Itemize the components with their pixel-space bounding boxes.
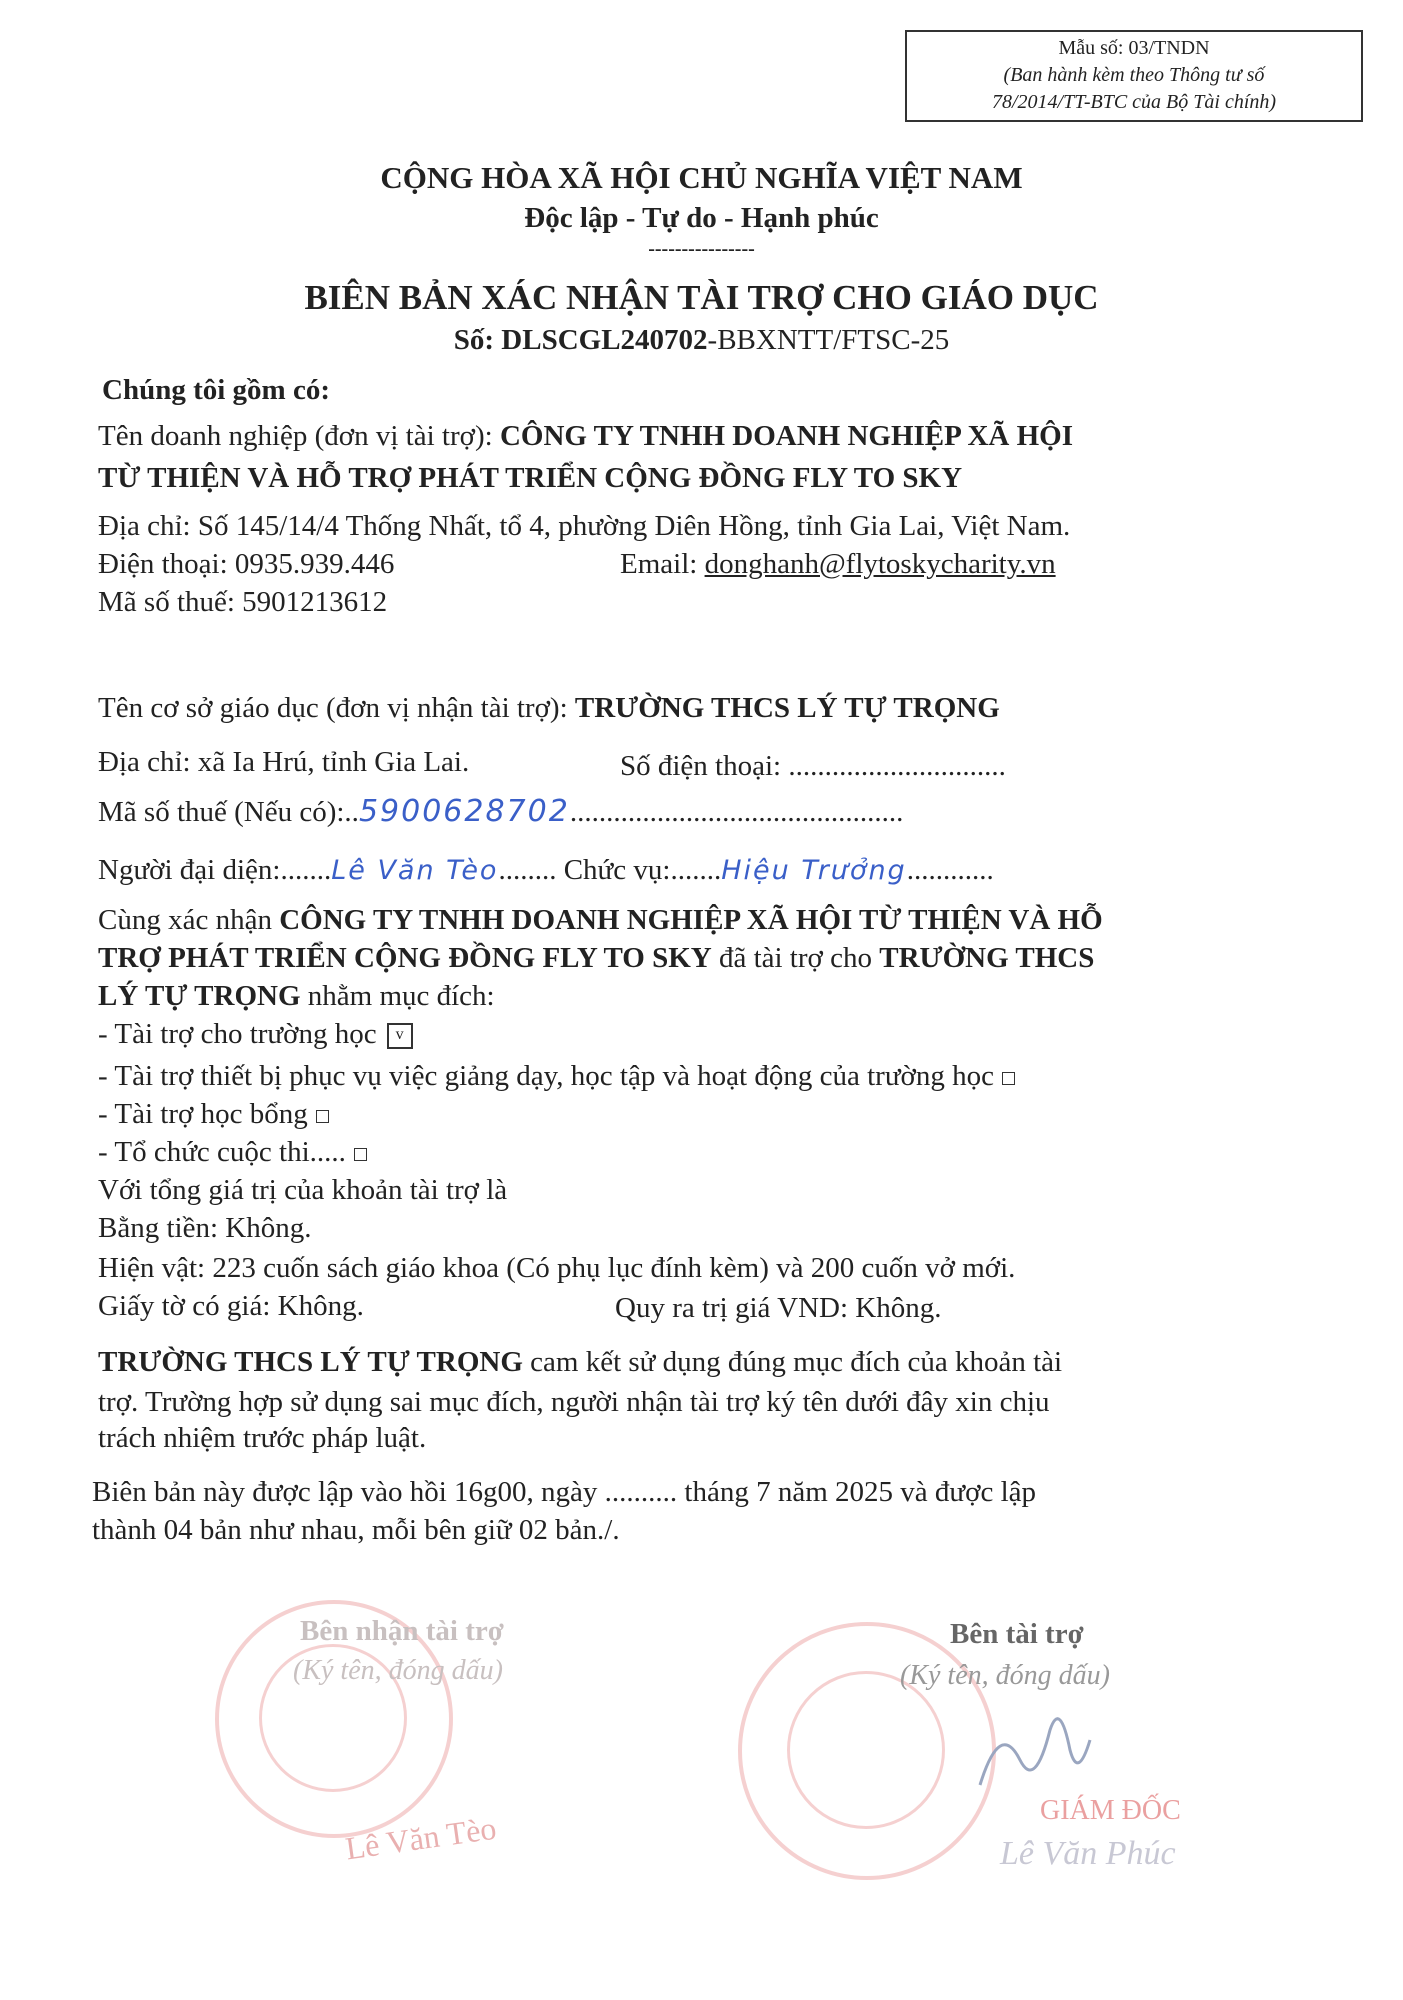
form-number: Mẫu số: 03/TNDN [1058,37,1210,59]
country-heading: CỘNG HÒA XÃ HỘI CHỦ NGHĨA VIỆT NAM [380,160,1023,195]
purpose-checkbox-checked[interactable]: v [387,1023,413,1049]
sponsor-name-part2: TỪ THIỆN VÀ HỖ TRỢ PHÁT TRIỂN CỘNG ĐỒNG FLY TO SKY [98,462,963,494]
form-circular-ref: 78/2014/TT-BTC của Bộ Tài chính) [991,91,1277,113]
form-number-box [905,30,1363,122]
confirm-text-1b: CÔNG TY TNHH DOANH NGHIỆP XÃ HỘI TỪ THIỆN VÀ HỖ [279,904,1103,936]
recipient-phone: Số điện thoại: .............................. [620,750,1006,782]
position-handwritten: Hiệu Trưởng [721,855,907,886]
motto: Độc lập - Tự do - Hạnh phúc [524,202,879,234]
confirm-text-3a: LÝ TỰ TRỌNG [98,980,301,1012]
sponsor-email-label: Email: [620,548,705,580]
purpose-checkbox[interactable] [1002,1072,1015,1085]
recipient-signature-title: Bên nhận tài trợ [300,1615,504,1647]
recipient-signer-name: Lê Văn Tèo [343,1809,499,1867]
representative-handwritten: Lê Văn Tèo [331,855,499,886]
closing-line-1: Biên bản này được lập vào hồi 16g00, ngày .......... tháng 7 năm 2025 và được lập [92,1476,1037,1508]
recipient-tax-handwritten: 5900628702 [358,794,570,829]
sponsor-tax-code: Mã số thuế: 5901213612 [98,586,388,618]
commitment-school: TRƯỜNG THCS LÝ TỰ TRỌNG [98,1346,523,1378]
purpose-item-school [98,1016,413,1052]
recipient-representative-line [98,852,994,889]
purpose-item-equipment [98,1058,1015,1094]
value-intro: Với tổng giá trị của khoản tài trợ là [98,1174,508,1206]
position-dots: ............ [906,854,994,886]
recipient-name: TRƯỜNG THCS LÝ TỰ TRỌNG [574,692,1000,724]
representative-label: Người đại diện:....... [98,854,332,886]
document-title: BIÊN BẢN XÁC NHẬN TÀI TRỢ CHO GIÁO DỤC [304,278,1099,317]
sponsor-signer-name: Lê Văn Phúc [1000,1835,1176,1872]
sponsor-address: Địa chỉ: Số 145/14/4 Thống Nhất, tổ 4, phường Diên Hồng, tỉnh Gia Lai, Việt Nam. [98,510,1071,542]
purpose-item-contest [98,1134,367,1170]
form-issued-note: (Ban hành kèm theo Thông tư số [1003,64,1265,86]
commitment-line-2: trợ. Trường hợp sử dụng sai mục đích, người nhận tài trợ ký tên dưới đây xin chịu [98,1386,1050,1418]
recipient-tax-label: Mã số thuế (Nếu có):.. [98,796,359,828]
parties-intro: Chúng tôi gồm có: [102,374,330,406]
purpose-checkbox[interactable] [316,1110,329,1123]
sponsor-name-label: Tên doanh nghiệp (đơn vị tài trợ): [98,420,500,452]
header-divider: ---------------- [648,238,755,260]
sponsor-name-line [98,418,1073,454]
value-papers: Giấy tờ có giá: Không. [98,1290,364,1322]
sponsor-name-part1: CÔNG TY TNHH DOANH NGHIỆP XÃ HỘI [499,420,1074,452]
purpose-label: - Tổ chức cuộc thi..... [98,1136,346,1168]
purpose-checkbox[interactable] [354,1148,367,1161]
recipient-signature-note: (Ký tên, đóng dấu) [293,1655,503,1686]
confirm-text-2c: TRƯỜNG THCS [879,942,1095,974]
sponsor-signature-note: (Ký tên, đóng dấu) [900,1660,1110,1691]
sponsor-email-link[interactable]: donghanh@flytoskycharity.vn [704,548,1056,580]
recipient-name-label: Tên cơ sở giáo dục (đơn vị nhận tài trợ): [98,692,575,724]
commitment-line-3: trách nhiệm trước pháp luật. [98,1422,427,1454]
closing-line-2: thành 04 bản như nhau, mỗi bên giữ 02 bản./. [92,1514,620,1546]
purpose-label: - Tài trợ cho trường học [98,1018,377,1050]
recipient-tax-dots: .............................................. [569,796,904,828]
sponsor-email-line [620,546,1056,582]
confirm-text-2a: TRỢ PHÁT TRIỂN CỘNG ĐỒNG FLY TO SKY [98,942,712,974]
commitment-text: cam kết sử dụng đúng mục đích của khoản tài [522,1346,1063,1378]
sponsor-seal-inner [787,1671,945,1829]
confirm-line-3 [98,978,495,1014]
purpose-label: - Tài trợ học bổng [98,1098,308,1130]
confirm-text-3b: nhằm mục đích: [300,980,495,1012]
document-number [0,324,1403,357]
confirm-line-2 [98,940,1094,976]
confirm-text-2b: đã tài trợ cho [711,942,880,974]
sponsor-signature-title: Bên tài trợ [950,1618,1084,1650]
document-number-suffix: -BBXNTT/FTSC-25 [707,324,950,356]
recipient-tax-line [98,794,903,830]
confirm-line-1 [98,902,1103,938]
position-label: ........ Chức vụ:....... [498,854,722,886]
commitment-line-1 [98,1344,1062,1380]
recipient-name-line [98,690,1000,726]
value-cash: Bằng tiền: Không. [98,1212,312,1244]
purpose-item-scholarship [98,1096,329,1132]
purpose-label: - Tài trợ thiết bị phục vụ việc giảng dạy, học tập và hoạt động của trường học [98,1060,994,1092]
document-number-code: Số: DLSCGL240702 [453,324,708,356]
sponsor-signer-role: GIÁM ĐỐC [1040,1795,1181,1826]
value-vnd: Quy ra trị giá VND: Không. [615,1292,942,1324]
sponsor-phone: Điện thoại: 0935.939.446 [98,548,395,580]
sponsor-signature-scribble [960,1690,1110,1800]
confirm-text-1a: Cùng xác nhận [98,904,280,936]
recipient-address: Địa chỉ: xã Ia Hrú, tỉnh Gia Lai. [98,746,470,778]
value-in-kind: Hiện vật: 223 cuốn sách giáo khoa (Có phụ lục đính kèm) và 200 cuốn vở mới. [98,1252,1016,1284]
